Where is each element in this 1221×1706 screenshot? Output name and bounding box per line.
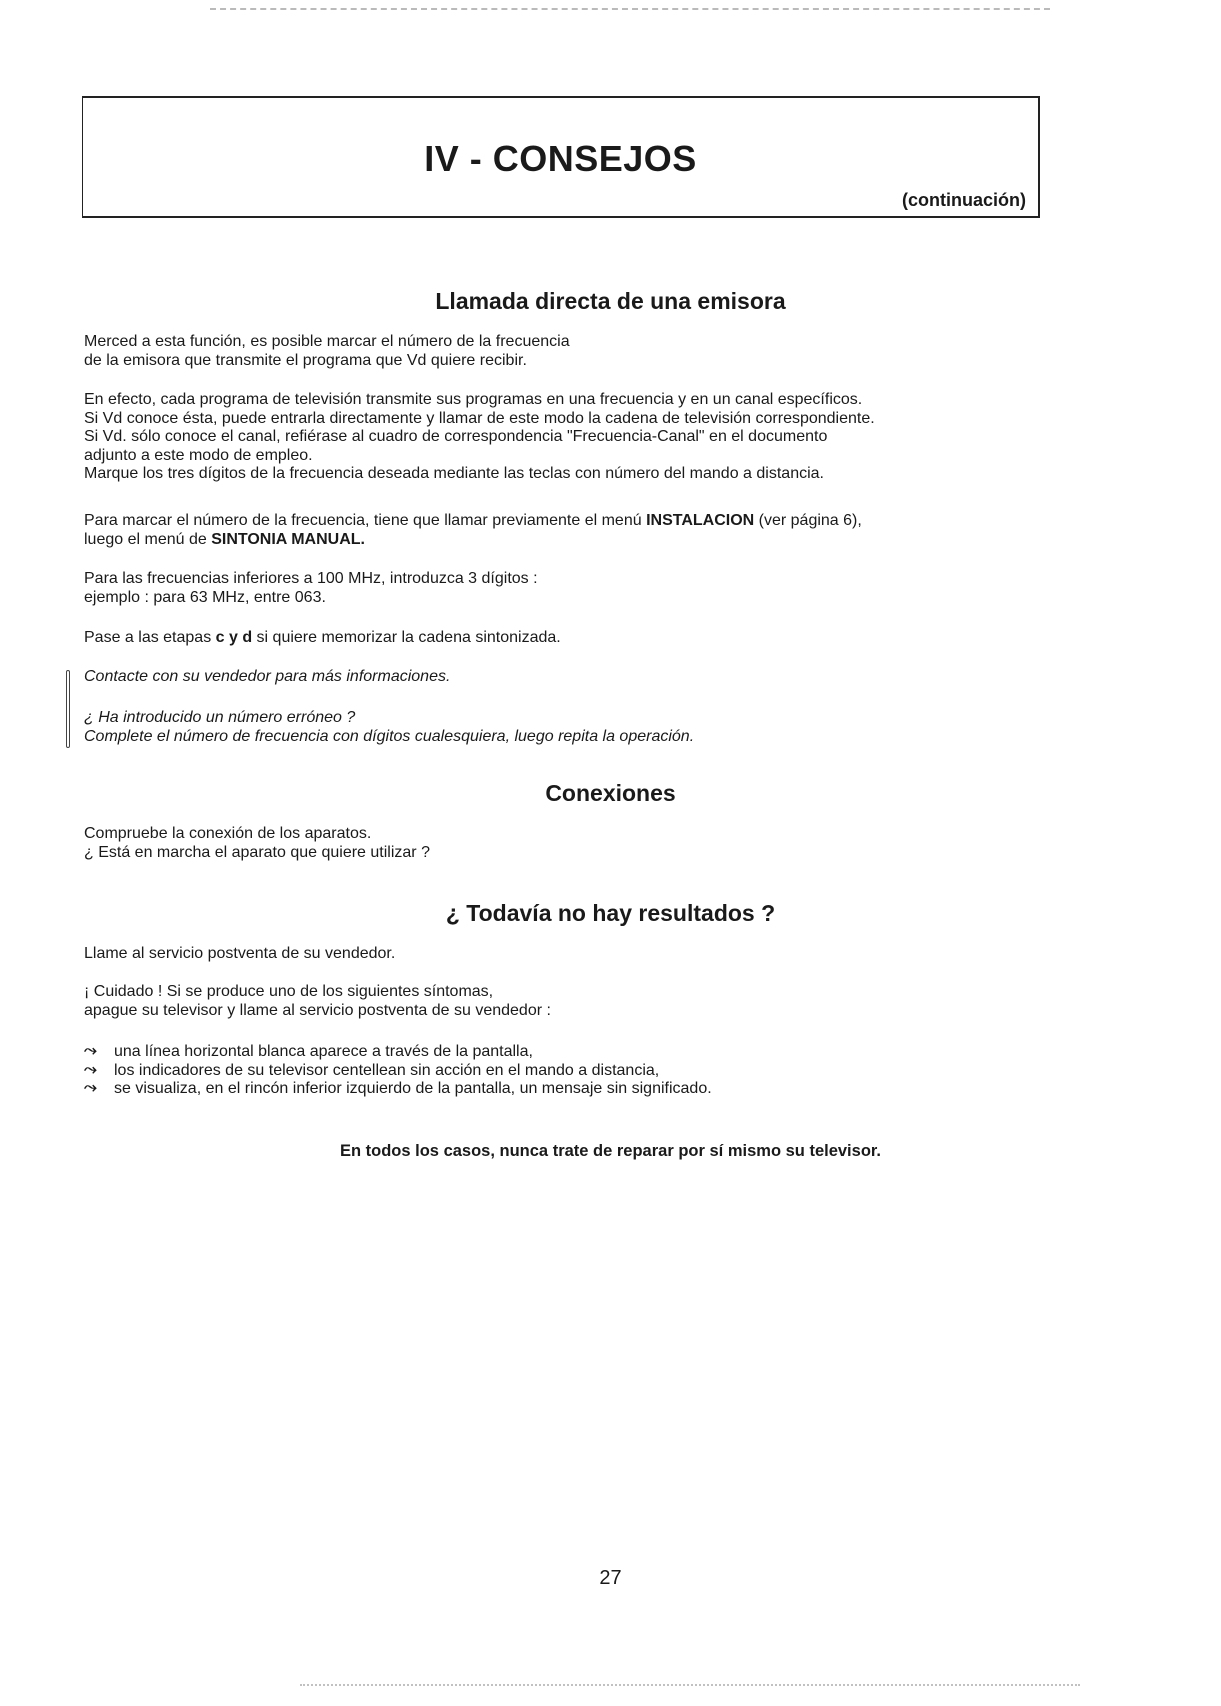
- text-line: ¿ Ha introducido un número erróneo ?: [84, 709, 356, 726]
- paragraph-menu: [84, 512, 1004, 549]
- scan-artifact-top: [210, 8, 1050, 12]
- page-title: IV - CONSEJOS: [424, 138, 697, 179]
- page-number: 27: [599, 1567, 622, 1589]
- text-line: Llame al servicio postventa de su vendedor.: [84, 945, 396, 962]
- page-subtitle: (continuación): [902, 190, 1026, 210]
- note-error: [84, 709, 1004, 746]
- symptom-list: [84, 1043, 1004, 1099]
- text-line: ejemplo : para 63 MHz, entre 063.: [84, 588, 326, 606]
- paragraph-service: [84, 945, 1004, 964]
- section-heading-conexiones: Conexiones: [545, 780, 676, 806]
- scan-artifact-bottom: [300, 1684, 1080, 1688]
- section-heading-llamada: Llamada directa de una emisora: [435, 288, 786, 314]
- paragraph-intro: [84, 333, 1004, 370]
- text-line: Si Vd. sólo conoce el canal, refiérase al cuadro de correspondencia "Frecuencia-Canal" en el documento: [84, 428, 828, 445]
- list-item: [84, 1062, 1004, 1081]
- text-line: [84, 512, 1004, 531]
- text-line: ¿ Está en marcha el aparato que quiere utilizar ?: [84, 843, 430, 861]
- paragraph-example: [84, 570, 1004, 607]
- text-run: (ver página 6),: [754, 512, 862, 529]
- paragraph-conexiones: [84, 825, 1004, 862]
- text-run: luego el menú de: [84, 530, 212, 548]
- header-box: [82, 96, 1040, 218]
- text-line: En efecto, cada programa de televisión transmite sus programas en una frecuencia y en un canal específicos.: [84, 391, 863, 408]
- text-run: Para marcar el número de la frecuencia, tiene que llamar previamente el menú: [84, 512, 647, 529]
- menu-name-sintonia: SINTONIA MANUAL.: [211, 530, 365, 548]
- text-line: Contacte con su vendedor para más informaciones.: [84, 668, 451, 685]
- list-item: [84, 1043, 1004, 1062]
- list-item-text: los indicadores de su televisor centellean sin acción en el mando a distancia,: [114, 1061, 660, 1079]
- text-line: Merced a esta función, es posible marcar el número de la frecuencia: [84, 333, 570, 350]
- text-line: [84, 629, 1004, 648]
- paragraph-frequency: [84, 391, 1004, 484]
- paragraph-warning: [84, 983, 1004, 1020]
- text-line: adjunto a este modo de empleo.: [84, 446, 313, 464]
- text-line: [84, 531, 1004, 550]
- text-run: Pase a las etapas: [84, 629, 216, 646]
- text-line: Compruebe la conexión de los aparatos.: [84, 825, 372, 842]
- steps-bold: c y d: [215, 629, 253, 646]
- wavy-arrow-icon: ⤳: [84, 1060, 97, 1078]
- menu-name-instalacion: INSTALACION: [646, 512, 755, 529]
- list-item: [84, 1080, 1004, 1099]
- text-line: ¡ Cuidado ! Si se produce uno de los siguientes síntomas,: [84, 983, 494, 1000]
- text-line: Si Vd conoce ésta, puede entrarla directamente y llamar de este modo la cadena de televisión correspondiente.: [84, 409, 875, 427]
- text-line: Marque los tres dígitos de la frecuencia deseada mediante las teclas con número del mando a distancia.: [84, 465, 824, 482]
- text-line: apague su televisor y llame al servicio postventa de su vendedor :: [84, 1001, 551, 1019]
- list-item-text: se visualiza, en el rincón inferior izquierdo de la pantalla, un mensaje sin significado.: [114, 1080, 712, 1097]
- text-run: si quiere memorizar la cadena sintonizada.: [252, 629, 561, 646]
- wavy-arrow-icon: ⤳: [84, 1079, 97, 1096]
- text-line: Complete el número de frecuencia con dígitos cualesquiera, luego repita la operación.: [84, 727, 695, 745]
- final-warning: En todos los casos, nunca trate de reparar por sí mismo su televisor.: [339, 1142, 881, 1160]
- section-heading-resultados: ¿ Todavía no hay resultados ?: [445, 900, 776, 926]
- margin-bar: [66, 670, 70, 748]
- text-line: de la emisora que transmite el programa que Vd quiere recibir.: [84, 351, 527, 369]
- note-contact: [84, 668, 1004, 687]
- list-item-text: una línea horizontal blanca aparece a través de la pantalla,: [114, 1043, 533, 1060]
- text-line: Para las frecuencias inferiores a 100 MHz, introduzca 3 dígitos :: [84, 570, 538, 587]
- wavy-arrow-icon: ⤳: [84, 1042, 97, 1059]
- paragraph-steps: [84, 629, 1004, 648]
